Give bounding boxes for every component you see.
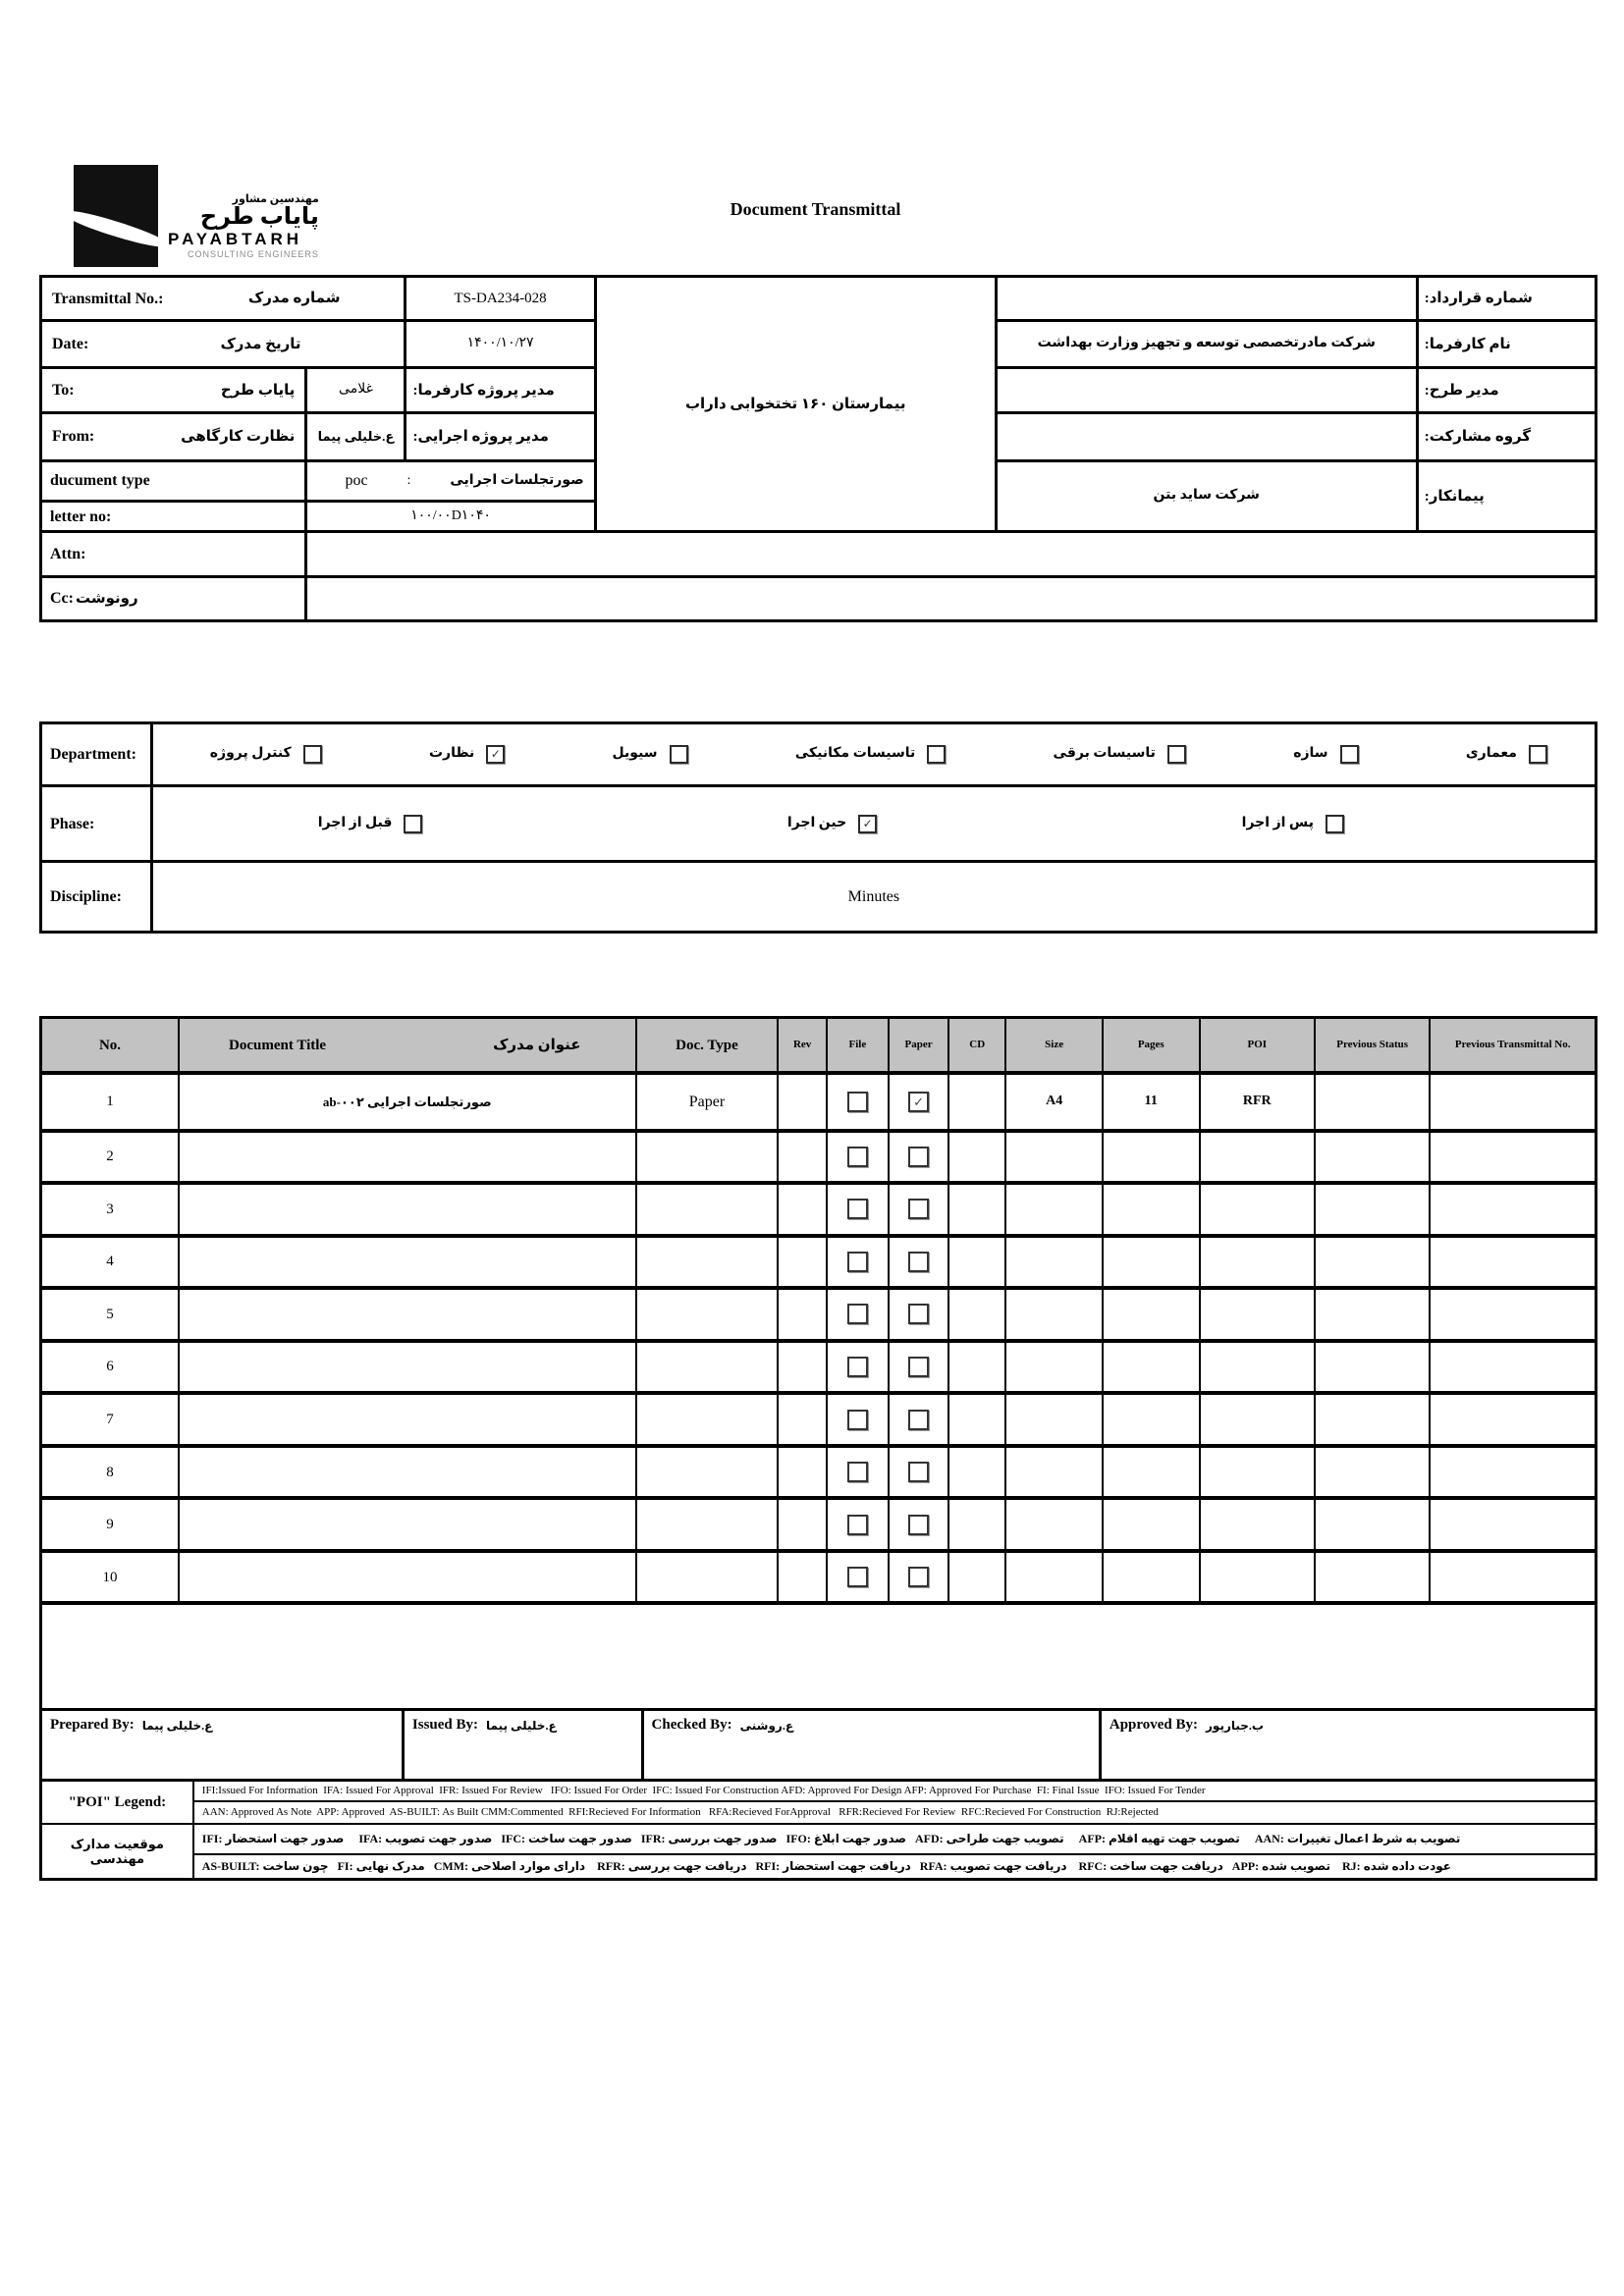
contract-no-label: شماره قرارداد: bbox=[1419, 278, 1595, 319]
row-no: 4 bbox=[42, 1238, 178, 1287]
row-size bbox=[1006, 1343, 1102, 1392]
doc-status-fa-line2: AS-BUILT: چون ساخت FI: مدرک نهایی CMM: دارای موارد اصلاحی RFR: دریافت جهت بررسی RFI: دریافت جهت استحضار RFA: دریافت جهت تصویب RFC: دریافت جهت ساخت APP: تصویب شده RJ: عودت داده شده bbox=[194, 1855, 1595, 1878]
row-rev bbox=[779, 1395, 825, 1444]
poi-legend-en-line2: AAN: Approved As Note APP: Approved AS-BUILT: As Built CMM:Commented RFI:Recieved For Information RFA:Recieved ForApproval RFR:Recieved For Review RFC:Recieved For Construction RJ:Rejected bbox=[194, 1802, 1595, 1824]
dept-checkbox[interactable] bbox=[927, 745, 946, 764]
row-rev bbox=[779, 1500, 825, 1549]
row-poi bbox=[1201, 1448, 1314, 1497]
design-manager-label: مدیر طرح: bbox=[1419, 369, 1595, 410]
department-options bbox=[153, 724, 1595, 784]
row-pages bbox=[1104, 1553, 1199, 1602]
poi-legend-label: "POI" Legend: bbox=[42, 1782, 192, 1823]
client-pm-label: مدیر پروژه کارفرما: bbox=[406, 369, 593, 410]
cc-cell bbox=[42, 578, 304, 619]
col-title-en: Document Title bbox=[229, 1037, 327, 1053]
dept-option bbox=[795, 745, 946, 764]
client-value: شرکت مادرتخصصی توسعه و تجهیز وزارت بهداشت bbox=[998, 322, 1416, 366]
phase-option bbox=[1242, 815, 1344, 833]
col-size: Size bbox=[1006, 1019, 1102, 1071]
row-rev bbox=[779, 1290, 825, 1339]
to-cell bbox=[42, 369, 304, 410]
dept-option bbox=[1054, 745, 1186, 764]
row-paper-cell bbox=[890, 1395, 947, 1444]
col-rev: Rev bbox=[779, 1019, 825, 1071]
prepared-by-value: ع.خلیلی پیما bbox=[141, 1719, 213, 1733]
contractor-label: پیمانکار: bbox=[1419, 462, 1595, 531]
dept-checkbox[interactable] bbox=[1529, 745, 1547, 764]
row-title bbox=[180, 1238, 634, 1287]
discipline-label: Discipline: bbox=[42, 863, 150, 931]
contract-no-value bbox=[998, 278, 1416, 319]
row-prev-transmittal bbox=[1431, 1075, 1595, 1128]
row-file-cell bbox=[828, 1395, 888, 1444]
row-doctype bbox=[637, 1343, 778, 1392]
row-cd bbox=[949, 1075, 1004, 1128]
row-size bbox=[1006, 1238, 1102, 1287]
col-title-fa: عنوان مدرک bbox=[493, 1037, 581, 1053]
file-checkbox[interactable] bbox=[847, 1147, 868, 1167]
row-file-cell bbox=[828, 1075, 888, 1128]
contractor-value: شرکت ساید بتن bbox=[998, 462, 1416, 531]
row-no: 6 bbox=[42, 1343, 178, 1392]
approved-by-label: Approved By: bbox=[1109, 1717, 1199, 1733]
signatures-row bbox=[39, 1708, 1597, 1785]
col-doctype: Doc. Type bbox=[637, 1019, 778, 1071]
letterno-value: ۱۰۰/۰۰D۱۰۴۰ bbox=[307, 503, 593, 530]
row-rev bbox=[779, 1075, 825, 1128]
row-cd bbox=[949, 1395, 1004, 1444]
row-size bbox=[1006, 1133, 1102, 1182]
row-doctype bbox=[637, 1448, 778, 1497]
col-no: No. bbox=[42, 1019, 178, 1071]
row-size: A4 bbox=[1006, 1075, 1102, 1128]
row-rev bbox=[779, 1238, 825, 1287]
cc-label-en: Cc: bbox=[50, 590, 74, 608]
attn-value bbox=[307, 533, 1595, 574]
checked-by-value: ع.روشنی bbox=[739, 1719, 794, 1733]
row-poi bbox=[1201, 1343, 1314, 1392]
row-no: 1 bbox=[42, 1075, 178, 1128]
dept-label: سازه bbox=[1293, 746, 1328, 762]
file-checkbox[interactable] bbox=[847, 1567, 868, 1587]
transmittal-info-table bbox=[39, 275, 1597, 622]
department-label: Department: bbox=[42, 724, 150, 784]
from-person: ع.خلیلی پیما bbox=[307, 414, 404, 459]
paper-checkbox[interactable] bbox=[908, 1199, 929, 1219]
row-prev-status bbox=[1316, 1395, 1429, 1444]
row-title bbox=[180, 1185, 634, 1234]
dept-label: نظارت bbox=[428, 746, 475, 762]
row-no: 8 bbox=[42, 1448, 178, 1497]
row-poi bbox=[1201, 1395, 1314, 1444]
dept-checkbox[interactable] bbox=[1167, 745, 1186, 764]
row-file-cell bbox=[828, 1448, 888, 1497]
dept-label: تاسیسات مکانیکی bbox=[794, 746, 916, 762]
row-doctype bbox=[637, 1133, 778, 1182]
file-checkbox[interactable] bbox=[847, 1199, 868, 1219]
row-no: 7 bbox=[42, 1395, 178, 1444]
row-size bbox=[1006, 1553, 1102, 1602]
row-pages bbox=[1104, 1448, 1199, 1497]
row-prev-transmittal bbox=[1431, 1290, 1595, 1339]
row-doctype: Paper bbox=[637, 1075, 778, 1128]
row-pages bbox=[1104, 1185, 1199, 1234]
row-paper-cell bbox=[890, 1500, 947, 1549]
row-file-cell bbox=[828, 1553, 888, 1602]
phase-label: Phase: bbox=[42, 787, 150, 860]
row-prev-status bbox=[1316, 1185, 1429, 1234]
row-prev-status bbox=[1316, 1448, 1429, 1497]
row-doctype bbox=[637, 1238, 778, 1287]
row-doctype bbox=[637, 1290, 778, 1339]
paper-checkbox[interactable] bbox=[908, 1462, 929, 1482]
row-prev-transmittal bbox=[1431, 1395, 1595, 1444]
row-cd bbox=[949, 1500, 1004, 1549]
row-paper-cell bbox=[890, 1290, 947, 1339]
row-paper-cell bbox=[890, 1133, 947, 1182]
approved-by-value: ب.جبارپور bbox=[1206, 1719, 1264, 1733]
row-doctype bbox=[637, 1185, 778, 1234]
doctype-value-en: poc bbox=[345, 472, 368, 490]
row-cd bbox=[949, 1343, 1004, 1392]
dept-checkbox[interactable] bbox=[303, 745, 322, 764]
row-prev-status bbox=[1316, 1133, 1429, 1182]
letterno-label: letter no: bbox=[42, 503, 304, 530]
row-prev-status bbox=[1316, 1553, 1429, 1602]
checked-by-label: Checked By: bbox=[651, 1717, 732, 1733]
date-label-cell bbox=[42, 322, 404, 366]
issued-by-cell bbox=[405, 1711, 641, 1782]
paper-checkbox[interactable] bbox=[908, 1410, 929, 1430]
phase-option bbox=[787, 815, 877, 833]
dept-label: معماری bbox=[1465, 746, 1517, 762]
row-no: 9 bbox=[42, 1500, 178, 1549]
dept-option bbox=[1466, 745, 1547, 764]
row-pages bbox=[1104, 1500, 1199, 1549]
row-title bbox=[180, 1290, 634, 1339]
checked-by-cell bbox=[644, 1711, 1099, 1782]
row-prev-transmittal bbox=[1431, 1553, 1595, 1602]
dept-label: سیویل bbox=[612, 746, 658, 762]
design-manager-value bbox=[998, 369, 1416, 410]
phase-label-text: قبل از اجرا bbox=[317, 815, 393, 830]
row-poi bbox=[1201, 1238, 1314, 1287]
paper-checkbox[interactable]: ✓ bbox=[908, 1092, 929, 1112]
exec-pm-label: مدیر پروژه اجرایی: bbox=[406, 414, 593, 459]
dept-option bbox=[210, 745, 322, 764]
jv-label: گروه مشارکت: bbox=[1419, 414, 1595, 459]
col-prev-transmittal: Previous Transmittal No. bbox=[1431, 1019, 1595, 1071]
attn-label: Attn: bbox=[42, 533, 304, 574]
doc-status-fa-line1: IFI: صدور جهت استحضار IFA: صدور جهت تصویب IFC: صدور جهت ساخت IFR: صدور جهت بررسی IFO: صدور جهت ابلاغ AFD: تصویب جهت طراحی AFP: تصویب جهت تهیه اقلام AAN: تصویب به شرط اعمال تغییرات bbox=[194, 1825, 1595, 1852]
phase-label-text: حین اجرا bbox=[786, 815, 847, 830]
row-rev bbox=[779, 1553, 825, 1602]
poi-legend-en-line1: IFI:Issued For Information IFA: Issued For Approval IFR: Issued For Review IFO: Issued For Order IFC: Issued For Construction AFD: Approved For Design AFP: Approved For Purchase FI: Final Issue IFO: Issued For Tender bbox=[194, 1782, 1595, 1800]
row-poi: RFR bbox=[1201, 1075, 1314, 1128]
row-prev-status bbox=[1316, 1238, 1429, 1287]
row-rev bbox=[779, 1448, 825, 1497]
row-size bbox=[1006, 1290, 1102, 1339]
file-checkbox[interactable] bbox=[847, 1357, 868, 1377]
col-cd: CD bbox=[949, 1019, 1004, 1071]
approved-by-cell bbox=[1102, 1711, 1595, 1782]
from-label: From: bbox=[52, 428, 95, 446]
row-poi bbox=[1201, 1133, 1314, 1182]
from-cell bbox=[42, 414, 304, 459]
row-file-cell bbox=[828, 1238, 888, 1287]
row-paper-cell bbox=[890, 1185, 947, 1234]
row-cd bbox=[949, 1185, 1004, 1234]
row-prev-status bbox=[1316, 1075, 1429, 1128]
row-no: 5 bbox=[42, 1290, 178, 1339]
row-doctype bbox=[637, 1500, 778, 1549]
row-title bbox=[180, 1553, 634, 1602]
doctype-value-cell bbox=[307, 462, 593, 501]
row-title bbox=[180, 1343, 634, 1392]
row-poi bbox=[1201, 1185, 1314, 1234]
phase-label-text: پس از اجرا bbox=[1241, 815, 1314, 830]
row-paper-cell bbox=[890, 1238, 947, 1287]
row-paper-cell bbox=[890, 1343, 947, 1392]
row-title bbox=[180, 1395, 634, 1444]
file-checkbox[interactable] bbox=[847, 1410, 868, 1430]
row-poi bbox=[1201, 1553, 1314, 1602]
page-title: Document Transmittal bbox=[730, 199, 901, 219]
row-doctype bbox=[637, 1395, 778, 1444]
date-value: ۱۴۰۰/۱۰/۲۷ bbox=[406, 322, 593, 366]
row-pages bbox=[1104, 1343, 1199, 1392]
jv-value bbox=[998, 414, 1416, 459]
documents-table bbox=[39, 1016, 1597, 1714]
transmittal-no-label-cell bbox=[42, 278, 404, 319]
row-prev-transmittal bbox=[1431, 1133, 1595, 1182]
paper-checkbox[interactable] bbox=[908, 1515, 929, 1535]
phase-checkbox[interactable]: ✓ bbox=[858, 815, 877, 833]
phase-checkbox[interactable] bbox=[404, 815, 422, 833]
row-cd bbox=[949, 1290, 1004, 1339]
row-pages bbox=[1104, 1290, 1199, 1339]
phase-option bbox=[318, 815, 423, 833]
paper-checkbox[interactable] bbox=[908, 1252, 929, 1272]
poi-legend-table bbox=[39, 1779, 1597, 1881]
date-label-en: Date: bbox=[52, 336, 89, 353]
row-prev-status bbox=[1316, 1500, 1429, 1549]
dept-option bbox=[429, 745, 505, 764]
row-size bbox=[1006, 1500, 1102, 1549]
remarks-empty-area bbox=[42, 1605, 1595, 1711]
dept-label: تاسیسات برقی bbox=[1053, 746, 1156, 762]
to-value-fa: پایاب طرح bbox=[220, 382, 296, 399]
phase-options bbox=[153, 787, 1595, 860]
row-prev-transmittal bbox=[1431, 1185, 1595, 1234]
row-title: صورتجلسات اجرایی ab-۰۰۲ bbox=[180, 1075, 634, 1128]
issued-by-label: Issued By: bbox=[411, 1717, 478, 1733]
prepared-by-label: Prepared By: bbox=[50, 1717, 135, 1733]
row-paper-cell bbox=[890, 1448, 947, 1497]
row-title bbox=[180, 1448, 634, 1497]
transmittal-no-label-fa: شماره مدرک bbox=[247, 291, 341, 307]
row-paper-cell bbox=[890, 1553, 947, 1602]
logo-fa-name: پایاب طرح bbox=[199, 203, 319, 230]
from-value-fa: نظارت کارگاهی bbox=[181, 428, 296, 445]
prepared-by-cell bbox=[42, 1711, 402, 1782]
paper-checkbox[interactable] bbox=[908, 1304, 929, 1324]
row-file-cell bbox=[828, 1343, 888, 1392]
row-prev-status bbox=[1316, 1343, 1429, 1392]
dept-option bbox=[1293, 745, 1358, 764]
file-checkbox[interactable] bbox=[847, 1092, 868, 1112]
col-pages: Pages bbox=[1104, 1019, 1199, 1071]
logo-en-sub: CONSULTING ENGINEERS bbox=[188, 249, 319, 259]
transmittal-no-value: TS-DA234-028 bbox=[406, 278, 593, 319]
row-prev-status bbox=[1316, 1290, 1429, 1339]
row-no: 2 bbox=[42, 1133, 178, 1182]
dept-label: کنترل پروژه bbox=[209, 746, 292, 762]
doctype-colon: : bbox=[406, 472, 411, 488]
row-doctype bbox=[637, 1553, 778, 1602]
row-size bbox=[1006, 1395, 1102, 1444]
row-cd bbox=[949, 1448, 1004, 1497]
col-poi: POI bbox=[1201, 1019, 1314, 1071]
row-pages bbox=[1104, 1133, 1199, 1182]
row-title bbox=[180, 1133, 634, 1182]
row-pages bbox=[1104, 1395, 1199, 1444]
row-cd bbox=[949, 1133, 1004, 1182]
row-pages: 11 bbox=[1104, 1075, 1199, 1128]
doctype-label: ducument type bbox=[42, 462, 304, 501]
cc-label-fa: رونوشت bbox=[75, 590, 138, 607]
row-rev bbox=[779, 1185, 825, 1234]
phase-checkbox[interactable] bbox=[1326, 815, 1344, 833]
discipline-value: Minutes bbox=[153, 863, 1595, 931]
file-checkbox[interactable] bbox=[847, 1252, 868, 1272]
col-paper: Paper bbox=[890, 1019, 947, 1071]
paper-checkbox[interactable] bbox=[908, 1357, 929, 1377]
row-file-cell bbox=[828, 1500, 888, 1549]
row-file-cell bbox=[828, 1133, 888, 1182]
row-rev bbox=[779, 1343, 825, 1392]
col-title bbox=[180, 1019, 634, 1071]
row-cd bbox=[949, 1553, 1004, 1602]
to-person: غلامی bbox=[307, 369, 404, 410]
paper-checkbox[interactable] bbox=[908, 1147, 929, 1167]
paper-checkbox[interactable] bbox=[908, 1567, 929, 1587]
row-size bbox=[1006, 1448, 1102, 1497]
row-prev-transmittal bbox=[1431, 1448, 1595, 1497]
row-no: 10 bbox=[42, 1553, 178, 1602]
row-size bbox=[1006, 1185, 1102, 1234]
cc-value bbox=[307, 578, 1595, 619]
dept-checkbox[interactable] bbox=[670, 745, 688, 764]
dept-checkbox[interactable]: ✓ bbox=[486, 745, 505, 764]
row-cd bbox=[949, 1238, 1004, 1287]
col-prev-status: Previous Status bbox=[1316, 1019, 1429, 1071]
row-rev bbox=[779, 1133, 825, 1182]
row-prev-transmittal bbox=[1431, 1500, 1595, 1549]
doc-status-label: موقعیت مدارک مهندسی bbox=[42, 1825, 192, 1878]
row-poi bbox=[1201, 1500, 1314, 1549]
file-checkbox[interactable] bbox=[847, 1515, 868, 1535]
issued-by-value: ع.خلیلی پیما bbox=[486, 1719, 557, 1733]
row-paper-cell bbox=[890, 1075, 947, 1128]
row-prev-transmittal bbox=[1431, 1238, 1595, 1287]
doctype-value-fa: صورتجلسات اجرایی bbox=[450, 472, 584, 488]
date-label-fa: تاریخ مدرک bbox=[220, 336, 301, 352]
col-file: File bbox=[828, 1019, 888, 1071]
client-label: نام کارفرما: bbox=[1419, 322, 1595, 366]
row-title bbox=[180, 1500, 634, 1549]
row-prev-transmittal bbox=[1431, 1343, 1595, 1392]
row-pages bbox=[1104, 1238, 1199, 1287]
row-no: 3 bbox=[42, 1185, 178, 1234]
project-name: بیمارستان ۱۶۰ تختخوابی داراب bbox=[597, 278, 995, 530]
row-poi bbox=[1201, 1290, 1314, 1339]
transmittal-no-label-en: Transmittal No.: bbox=[52, 290, 164, 307]
classification-table bbox=[39, 721, 1597, 934]
file-checkbox[interactable] bbox=[847, 1304, 868, 1324]
dept-option bbox=[613, 745, 688, 764]
row-file-cell bbox=[828, 1290, 888, 1339]
logo-fa-small: مهندسین مشاور bbox=[232, 192, 319, 205]
to-label: To: bbox=[52, 381, 75, 399]
file-checkbox[interactable] bbox=[847, 1462, 868, 1482]
row-file-cell bbox=[828, 1185, 888, 1234]
dept-checkbox[interactable] bbox=[1340, 745, 1359, 764]
logo-en-name: PAYABTARH bbox=[168, 230, 303, 248]
